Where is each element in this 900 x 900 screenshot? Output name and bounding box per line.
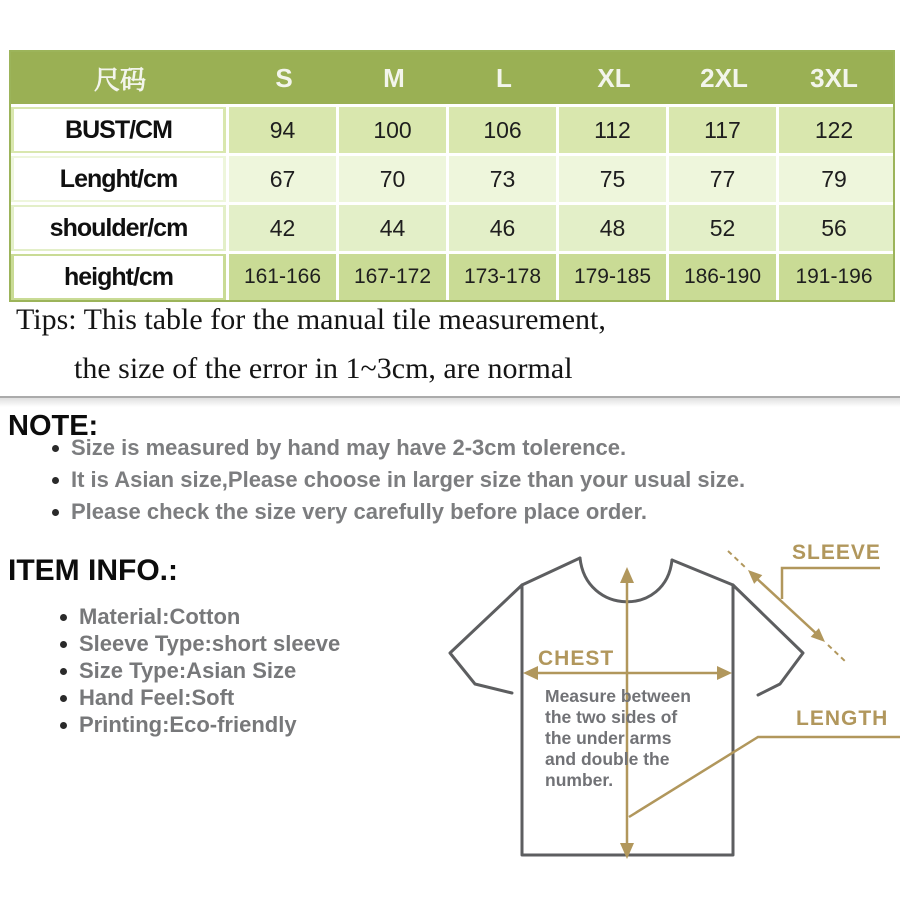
table-cell: 52 bbox=[669, 205, 779, 251]
list-item bbox=[60, 687, 340, 709]
bullet-icon bbox=[60, 641, 67, 648]
chest-note-line: number. bbox=[545, 770, 614, 790]
note-list bbox=[52, 437, 745, 523]
table-row-height bbox=[11, 254, 893, 300]
bullet-icon bbox=[60, 722, 67, 729]
arrow-down-icon bbox=[620, 843, 634, 859]
tshirt-measurement-diagram bbox=[440, 535, 900, 875]
list-item bbox=[60, 606, 340, 628]
chest-note-line: the two sides of bbox=[545, 707, 678, 727]
arrow-right-icon bbox=[717, 666, 732, 680]
list-item bbox=[52, 501, 745, 523]
row-label: Lenght/cm bbox=[14, 158, 223, 200]
item-info-heading: ITEM INFO.: bbox=[8, 554, 178, 587]
sleeve-dashed-extension bbox=[828, 645, 847, 663]
table-cell: 67 bbox=[229, 156, 339, 202]
table-cell: 100 bbox=[339, 107, 449, 153]
note-item-text: Size is measured by hand may have 2-3cm tolerence. bbox=[71, 435, 627, 460]
table-cell: 48 bbox=[559, 205, 669, 251]
chest-note-line: Measure between bbox=[545, 686, 691, 706]
size-column-header: XL bbox=[597, 62, 631, 93]
table-cell: 79 bbox=[821, 165, 847, 192]
table-cell: 56 bbox=[821, 214, 847, 241]
sleeve-label: SLEEVE bbox=[792, 541, 881, 564]
size-column-header: 尺码 bbox=[93, 64, 146, 95]
sleeve-callout-line bbox=[782, 568, 880, 599]
item-info-text: Material:Cotton bbox=[79, 604, 241, 629]
tips-line-1: Tips: This table for the manual tile measurement, bbox=[16, 303, 606, 336]
row-label: BUST/CM bbox=[14, 109, 223, 151]
arrow-up-icon bbox=[620, 567, 634, 583]
bullet-icon bbox=[52, 445, 59, 452]
size-table bbox=[9, 50, 895, 302]
note-item-text: It is Asian size,Please choose in larger size than your usual size. bbox=[71, 467, 746, 492]
bullet-icon bbox=[52, 477, 59, 484]
bullet-icon bbox=[60, 695, 67, 702]
item-info-text: Sleeve Type:short sleeve bbox=[79, 631, 341, 656]
section-divider bbox=[0, 396, 900, 407]
item-info-text: Printing:Eco-friendly bbox=[79, 712, 297, 737]
list-item bbox=[60, 633, 340, 655]
row-label-cell bbox=[11, 156, 229, 202]
arrow-left-icon bbox=[523, 666, 538, 680]
tips-line-2: the size of the error in 1~3cm, are normal bbox=[74, 352, 573, 385]
table-cell: 186-190 bbox=[669, 254, 779, 300]
size-column-header: 3XL bbox=[810, 62, 858, 93]
length-label: LENGTH bbox=[796, 707, 889, 730]
table-cell: 70 bbox=[339, 156, 449, 202]
table-cell: 191-196 bbox=[795, 265, 873, 288]
table-cell: 44 bbox=[339, 205, 449, 251]
list-item bbox=[52, 469, 745, 491]
table-row-bust bbox=[11, 107, 893, 156]
table-cell: 75 bbox=[559, 156, 669, 202]
size-column-header: L bbox=[496, 62, 512, 93]
size-column-header: M bbox=[383, 62, 405, 93]
row-label: height/cm bbox=[14, 256, 223, 298]
table-cell: 42 bbox=[229, 205, 339, 251]
table-cell: 94 bbox=[229, 107, 339, 153]
bullet-icon bbox=[52, 509, 59, 516]
table-cell: 122 bbox=[814, 116, 854, 143]
row-label-cell bbox=[11, 254, 229, 300]
row-label: shoulder/cm bbox=[14, 207, 223, 249]
list-item bbox=[52, 437, 745, 459]
table-row-shoulder bbox=[11, 205, 893, 254]
table-cell: 73 bbox=[449, 156, 559, 202]
table-cell: 173-178 bbox=[449, 254, 559, 300]
item-info-text: Size Type:Asian Size bbox=[79, 658, 297, 683]
row-label-cell bbox=[11, 107, 229, 153]
bullet-icon bbox=[60, 668, 67, 675]
length-callout-line bbox=[629, 737, 900, 817]
table-cell: 46 bbox=[449, 205, 559, 251]
table-cell: 179-185 bbox=[559, 254, 669, 300]
tshirt-right-sleeve-outline bbox=[733, 585, 803, 695]
note-item-text: Please check the size very carefully before place order. bbox=[71, 499, 647, 524]
item-info-list bbox=[60, 606, 340, 736]
size-table-header-row bbox=[11, 52, 893, 107]
chest-note-line: and double the bbox=[545, 749, 670, 769]
table-cell: 167-172 bbox=[339, 254, 449, 300]
list-item bbox=[60, 660, 340, 682]
table-cell: 77 bbox=[669, 156, 779, 202]
chest-note-line: the under arms bbox=[545, 728, 672, 748]
chest-label: CHEST bbox=[538, 647, 615, 670]
table-row-length bbox=[11, 156, 893, 205]
tshirt-left-sleeve-outline bbox=[450, 585, 522, 693]
bullet-icon bbox=[60, 614, 67, 621]
note-heading: NOTE: bbox=[8, 410, 99, 442]
table-cell: 117 bbox=[669, 107, 779, 153]
list-item bbox=[60, 714, 340, 736]
row-label-cell bbox=[11, 205, 229, 251]
table-cell: 161-166 bbox=[229, 254, 339, 300]
sleeve-dashed-extension bbox=[728, 551, 746, 568]
size-column-header: S bbox=[275, 62, 293, 93]
sleeve-arrow-line bbox=[754, 576, 819, 636]
table-cell: 106 bbox=[449, 107, 559, 153]
item-info-text: Hand Feel:Soft bbox=[79, 685, 235, 710]
size-column-header: 2XL bbox=[700, 62, 748, 93]
table-cell: 112 bbox=[559, 107, 669, 153]
